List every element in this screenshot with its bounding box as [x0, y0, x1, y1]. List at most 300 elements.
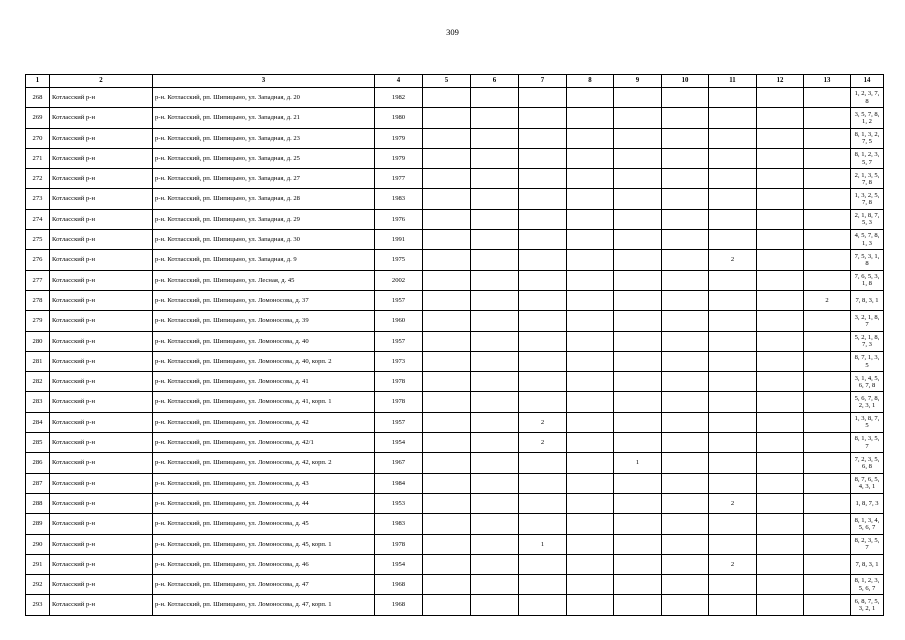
col-13-cell [804, 514, 851, 534]
col-14-cell: 2, 1, 3, 5, 7, 8 [851, 169, 884, 189]
table-row [26, 453, 884, 473]
col-11-cell [709, 230, 757, 250]
row-number: 284 [26, 412, 50, 432]
row-number: 276 [26, 250, 50, 270]
col-8-cell [567, 351, 614, 371]
col-5-cell [423, 595, 471, 615]
col-11-cell [709, 372, 757, 392]
col-12-cell [757, 108, 804, 128]
district-cell: Котласский р-н [50, 372, 153, 392]
row-number: 272 [26, 169, 50, 189]
col-11-cell [709, 189, 757, 209]
col-12-cell [757, 473, 804, 493]
table-row [26, 270, 884, 290]
col-8-cell [567, 169, 614, 189]
table-row [26, 554, 884, 574]
col-11-cell [709, 108, 757, 128]
address-cell: р-н. Котласский, рп. Шипицыно, ул. Ломоносова, д. 40 [153, 331, 375, 351]
row-number: 285 [26, 433, 50, 453]
col-12-cell [757, 433, 804, 453]
row-number: 268 [26, 88, 50, 108]
col-10-cell [662, 372, 709, 392]
year-cell: 1968 [375, 575, 423, 595]
col-11-cell [709, 209, 757, 229]
col-7-cell: 1 [519, 534, 567, 554]
district-cell: Котласский р-н [50, 270, 153, 290]
district-cell: Котласский р-н [50, 230, 153, 250]
col-11-cell [709, 595, 757, 615]
col-14-cell: 8, 1, 3, 4, 5, 6, 7 [851, 514, 884, 534]
table-row [26, 534, 884, 554]
year-cell: 1978 [375, 372, 423, 392]
row-number: 283 [26, 392, 50, 412]
col-6-cell [471, 473, 519, 493]
address-cell: р-н. Котласский, рп. Шипицыно, ул. Западная, д. 25 [153, 148, 375, 168]
table-row [26, 311, 884, 331]
col-7-cell [519, 453, 567, 473]
col-7-cell [519, 575, 567, 595]
col-12-cell [757, 514, 804, 534]
col-12-cell [757, 169, 804, 189]
year-cell: 1978 [375, 392, 423, 412]
col-8-cell [567, 290, 614, 310]
address-cell: р-н. Котласский, рп. Шипицыно, ул. Ломоносова, д. 39 [153, 311, 375, 331]
col-11-cell [709, 351, 757, 371]
table-row [26, 595, 884, 615]
district-cell: Котласский р-н [50, 250, 153, 270]
year-cell: 1976 [375, 209, 423, 229]
address-cell: р-н. Котласский, рп. Шипицыно, ул. Ломоносова, д. 42 [153, 412, 375, 432]
district-cell: Котласский р-н [50, 433, 153, 453]
col-6-cell [471, 554, 519, 574]
col-9-cell [614, 433, 662, 453]
col-10-cell [662, 88, 709, 108]
col-6-cell [471, 372, 519, 392]
col-11-cell [709, 514, 757, 534]
col-6-cell [471, 108, 519, 128]
col-8-cell [567, 514, 614, 534]
district-cell: Котласский р-н [50, 453, 153, 473]
col-12-cell [757, 453, 804, 473]
col-5-cell [423, 534, 471, 554]
col-13-cell [804, 128, 851, 148]
col-12-cell [757, 250, 804, 270]
col-6-cell [471, 311, 519, 331]
col-10-cell [662, 493, 709, 513]
col-6-cell [471, 534, 519, 554]
col-6-cell [471, 392, 519, 412]
district-cell: Котласский р-н [50, 189, 153, 209]
col-11-cell: 2 [709, 554, 757, 574]
col-12-cell [757, 575, 804, 595]
col-13-cell [804, 270, 851, 290]
col-10-cell [662, 189, 709, 209]
col-5-cell [423, 514, 471, 534]
col-13-cell [804, 189, 851, 209]
col-5-cell [423, 453, 471, 473]
district-cell: Котласский р-н [50, 128, 153, 148]
col-8-cell [567, 331, 614, 351]
col-11-cell [709, 148, 757, 168]
table-row [26, 88, 884, 108]
col-8-cell [567, 493, 614, 513]
year-cell: 1957 [375, 412, 423, 432]
year-cell: 1975 [375, 250, 423, 270]
col-13-cell [804, 148, 851, 168]
col-10-cell [662, 169, 709, 189]
col-5-cell [423, 493, 471, 513]
col-6-cell [471, 595, 519, 615]
col-7-cell: 2 [519, 433, 567, 453]
col-10-cell [662, 270, 709, 290]
col-9-cell [614, 575, 662, 595]
col-14-cell: 8, 7, 1, 3, 5 [851, 351, 884, 371]
column-header: 7 [519, 75, 567, 88]
table-row [26, 351, 884, 371]
col-9-cell [614, 412, 662, 432]
col-6-cell [471, 88, 519, 108]
table-row [26, 250, 884, 270]
col-8-cell [567, 230, 614, 250]
column-header: 4 [375, 75, 423, 88]
district-cell: Котласский р-н [50, 412, 153, 432]
table-row [26, 128, 884, 148]
col-12-cell [757, 554, 804, 574]
col-7-cell [519, 331, 567, 351]
col-5-cell [423, 351, 471, 371]
col-8-cell [567, 595, 614, 615]
col-5-cell [423, 189, 471, 209]
col-5-cell [423, 331, 471, 351]
table-row [26, 290, 884, 310]
col-6-cell [471, 189, 519, 209]
col-11-cell [709, 453, 757, 473]
col-8-cell [567, 108, 614, 128]
col-12-cell [757, 290, 804, 310]
col-11-cell [709, 473, 757, 493]
address-cell: р-н. Котласский, рп. Шипицыно, ул. Ломоносова, д. 46 [153, 554, 375, 574]
col-7-cell [519, 169, 567, 189]
col-12-cell [757, 128, 804, 148]
col-11-cell [709, 412, 757, 432]
address-cell: р-н. Котласский, рп. Шипицыно, ул. Западная, д. 27 [153, 169, 375, 189]
row-number: 282 [26, 372, 50, 392]
row-number: 275 [26, 230, 50, 250]
table-row [26, 372, 884, 392]
col-10-cell [662, 250, 709, 270]
col-7-cell [519, 372, 567, 392]
col-12-cell [757, 209, 804, 229]
col-12-cell [757, 230, 804, 250]
col-10-cell [662, 148, 709, 168]
district-cell: Котласский р-н [50, 392, 153, 412]
col-9-cell [614, 250, 662, 270]
address-cell: р-н. Котласский, рп. Шипицыно, ул. Ломоносова, д. 37 [153, 290, 375, 310]
page-number: 309 [446, 27, 459, 37]
col-13-cell [804, 250, 851, 270]
col-6-cell [471, 290, 519, 310]
district-cell: Котласский р-н [50, 108, 153, 128]
table-row [26, 230, 884, 250]
col-11-cell [709, 290, 757, 310]
col-14-cell: 3, 1, 4, 5, 6, 7, 8 [851, 372, 884, 392]
col-14-cell: 7, 2, 3, 5, 6, 8 [851, 453, 884, 473]
column-header: 10 [662, 75, 709, 88]
col-10-cell [662, 595, 709, 615]
col-8-cell [567, 554, 614, 574]
col-8-cell [567, 534, 614, 554]
year-cell: 1957 [375, 331, 423, 351]
col-5-cell [423, 575, 471, 595]
col-10-cell [662, 290, 709, 310]
col-5-cell [423, 473, 471, 493]
col-5-cell [423, 412, 471, 432]
col-14-cell: 8, 1, 3, 5, 7 [851, 433, 884, 453]
col-5-cell [423, 372, 471, 392]
table-row [26, 331, 884, 351]
col-8-cell [567, 189, 614, 209]
col-9-cell: 1 [614, 453, 662, 473]
year-cell: 2002 [375, 270, 423, 290]
col-9-cell [614, 595, 662, 615]
col-13-cell [804, 433, 851, 453]
col-9-cell [614, 392, 662, 412]
col-13-cell [804, 595, 851, 615]
col-10-cell [662, 473, 709, 493]
col-14-cell: 1, 3, 2, 5, 7, 8 [851, 189, 884, 209]
table-row [26, 493, 884, 513]
col-5-cell [423, 290, 471, 310]
col-13-cell [804, 554, 851, 574]
district-cell: Котласский р-н [50, 209, 153, 229]
year-cell: 1980 [375, 108, 423, 128]
address-cell: р-н. Котласский, рп. Шипицыно, ул. Ломоносова, д. 42, корп. 2 [153, 453, 375, 473]
address-cell: р-н. Котласский, рп. Шипицыно, ул. Ломоносова, д. 41, корп. 1 [153, 392, 375, 412]
district-cell: Котласский р-н [50, 290, 153, 310]
year-cell: 1954 [375, 433, 423, 453]
col-8-cell [567, 311, 614, 331]
col-14-cell: 6, 8, 7, 5, 3, 2, 1 [851, 595, 884, 615]
col-6-cell [471, 270, 519, 290]
col-12-cell [757, 148, 804, 168]
col-8-cell [567, 209, 614, 229]
col-5-cell [423, 392, 471, 412]
year-cell: 1984 [375, 473, 423, 493]
col-8-cell [567, 250, 614, 270]
col-13-cell [804, 372, 851, 392]
address-cell: р-н. Котласский, рп. Шипицыно, ул. Западная, д. 28 [153, 189, 375, 209]
col-11-cell: 2 [709, 250, 757, 270]
col-9-cell [614, 473, 662, 493]
district-cell: Котласский р-н [50, 88, 153, 108]
col-10-cell [662, 209, 709, 229]
col-6-cell [471, 514, 519, 534]
col-5-cell [423, 128, 471, 148]
column-header: 8 [567, 75, 614, 88]
col-13-cell [804, 209, 851, 229]
col-12-cell [757, 270, 804, 290]
column-header: 13 [804, 75, 851, 88]
col-5-cell [423, 148, 471, 168]
year-cell: 1960 [375, 311, 423, 331]
year-cell: 1991 [375, 230, 423, 250]
col-11-cell [709, 270, 757, 290]
housing-register-table [25, 74, 884, 616]
address-cell: р-н. Котласский, рп. Шипицыно, ул. Западная, д. 29 [153, 209, 375, 229]
col-6-cell [471, 351, 519, 371]
col-7-cell [519, 128, 567, 148]
col-14-cell: 3, 2, 1, 8, 7 [851, 311, 884, 331]
col-12-cell [757, 189, 804, 209]
col-12-cell [757, 88, 804, 108]
row-number: 277 [26, 270, 50, 290]
col-5-cell [423, 169, 471, 189]
address-cell: р-н. Котласский, рп. Шипицыно, ул. Ломоносова, д. 47 [153, 575, 375, 595]
col-10-cell [662, 412, 709, 432]
col-7-cell [519, 493, 567, 513]
district-cell: Котласский р-н [50, 148, 153, 168]
col-14-cell: 2, 1, 8, 7, 5, 3 [851, 209, 884, 229]
col-9-cell [614, 148, 662, 168]
address-cell: р-н. Котласский, рп. Шипицыно, ул. Ломоносова, д. 47, корп. 1 [153, 595, 375, 615]
col-14-cell: 7, 8, 3, 1 [851, 290, 884, 310]
table-row [26, 148, 884, 168]
table-row [26, 392, 884, 412]
row-number: 281 [26, 351, 50, 371]
year-cell: 1967 [375, 453, 423, 473]
col-5-cell [423, 433, 471, 453]
col-14-cell: 3, 5, 7, 8, 1, 2 [851, 108, 884, 128]
col-8-cell [567, 372, 614, 392]
address-cell: р-н. Котласский, рп. Шипицыно, ул. Западная, д. 9 [153, 250, 375, 270]
address-cell: р-н. Котласский, рп. Шипицыно, ул. Западная, д. 23 [153, 128, 375, 148]
year-cell: 1968 [375, 595, 423, 615]
col-10-cell [662, 128, 709, 148]
row-number: 270 [26, 128, 50, 148]
year-cell: 1953 [375, 493, 423, 513]
row-number: 286 [26, 453, 50, 473]
col-9-cell [614, 331, 662, 351]
col-8-cell [567, 575, 614, 595]
col-5-cell [423, 108, 471, 128]
col-14-cell: 8, 2, 3, 5, 7 [851, 534, 884, 554]
year-cell: 1973 [375, 351, 423, 371]
col-5-cell [423, 230, 471, 250]
col-5-cell [423, 554, 471, 574]
address-cell: р-н. Котласский, рп. Шипицыно, ул. Ломоносова, д. 43 [153, 473, 375, 493]
year-cell: 1982 [375, 88, 423, 108]
col-14-cell: 1, 3, 8, 7, 5 [851, 412, 884, 432]
col-9-cell [614, 230, 662, 250]
header-row [26, 75, 884, 88]
col-6-cell [471, 169, 519, 189]
year-cell: 1983 [375, 514, 423, 534]
col-9-cell [614, 351, 662, 371]
col-14-cell: 4, 5, 7, 8, 1, 3 [851, 230, 884, 250]
col-9-cell [614, 493, 662, 513]
row-number: 274 [26, 209, 50, 229]
col-12-cell [757, 311, 804, 331]
col-11-cell: 2 [709, 493, 757, 513]
col-5-cell [423, 270, 471, 290]
table-row [26, 189, 884, 209]
col-10-cell [662, 534, 709, 554]
address-cell: р-н. Котласский, рп. Шипицыно, ул. Западная, д. 21 [153, 108, 375, 128]
col-14-cell: 7, 6, 5, 3, 1, 8 [851, 270, 884, 290]
col-14-cell: 5, 2, 1, 8, 7, 3 [851, 331, 884, 351]
col-10-cell [662, 433, 709, 453]
col-13-cell [804, 169, 851, 189]
district-cell: Котласский р-н [50, 311, 153, 331]
table-row [26, 108, 884, 128]
col-9-cell [614, 311, 662, 331]
col-7-cell [519, 108, 567, 128]
col-14-cell: 7, 8, 3, 1 [851, 554, 884, 574]
col-6-cell [471, 250, 519, 270]
row-number: 290 [26, 534, 50, 554]
col-8-cell [567, 88, 614, 108]
col-9-cell [614, 514, 662, 534]
row-number: 271 [26, 148, 50, 168]
col-9-cell [614, 290, 662, 310]
col-13-cell [804, 230, 851, 250]
year-cell: 1957 [375, 290, 423, 310]
district-cell: Котласский р-н [50, 351, 153, 371]
col-10-cell [662, 230, 709, 250]
col-5-cell [423, 209, 471, 229]
column-header: 11 [709, 75, 757, 88]
col-6-cell [471, 128, 519, 148]
col-7-cell [519, 311, 567, 331]
col-5-cell [423, 250, 471, 270]
table-row [26, 514, 884, 534]
address-cell: р-н. Котласский, рп. Шипицыно, ул. Ломоносова, д. 44 [153, 493, 375, 513]
col-8-cell [567, 412, 614, 432]
col-7-cell [519, 351, 567, 371]
col-10-cell [662, 554, 709, 574]
col-10-cell [662, 351, 709, 371]
district-cell: Котласский р-н [50, 595, 153, 615]
column-header: 5 [423, 75, 471, 88]
year-cell: 1983 [375, 189, 423, 209]
col-7-cell [519, 270, 567, 290]
district-cell: Котласский р-н [50, 554, 153, 574]
column-header: 9 [614, 75, 662, 88]
col-6-cell [471, 148, 519, 168]
row-number: 278 [26, 290, 50, 310]
address-cell: р-н. Котласский, рп. Шипицыно, ул. Западная, д. 30 [153, 230, 375, 250]
col-7-cell [519, 554, 567, 574]
col-7-cell [519, 250, 567, 270]
col-11-cell [709, 331, 757, 351]
column-header: 6 [471, 75, 519, 88]
col-14-cell: 1, 8, 7, 3 [851, 493, 884, 513]
row-number: 291 [26, 554, 50, 574]
col-6-cell [471, 493, 519, 513]
row-number: 287 [26, 473, 50, 493]
year-cell: 1979 [375, 148, 423, 168]
table-row [26, 575, 884, 595]
col-12-cell [757, 372, 804, 392]
column-header: 2 [50, 75, 153, 88]
col-14-cell: 8, 1, 2, 3, 5, 7 [851, 148, 884, 168]
col-7-cell: 2 [519, 412, 567, 432]
col-5-cell [423, 311, 471, 331]
col-13-cell [804, 351, 851, 371]
col-9-cell [614, 88, 662, 108]
col-8-cell [567, 392, 614, 412]
district-cell: Котласский р-н [50, 169, 153, 189]
